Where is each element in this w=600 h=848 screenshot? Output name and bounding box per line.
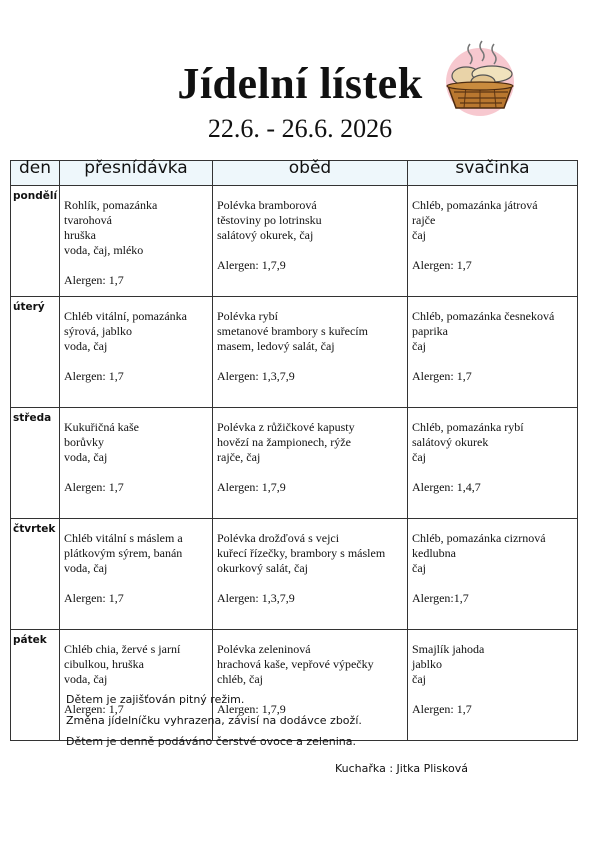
menu-item: Smajlík jahoda [412,642,485,656]
menu-item: rajče, čaj [217,450,261,464]
allergen-info: Alergen: 1,7 [64,480,124,494]
allergen-info: Alergen:1,7 [412,591,469,605]
menu-item: voda, čaj [64,450,108,464]
menu-item: kedlubna [412,546,456,560]
obed-cell [213,297,408,408]
menu-item: voda, čaj, mléko [64,243,144,257]
menu-item: Chléb chia, žervé s jarní [64,642,181,656]
svacinka-cell [408,297,578,408]
menu-item: čaj [412,672,426,686]
menu-item: Chléb vitální s máslem a [64,531,183,545]
menu-item: paprika [412,324,448,338]
menu-item: těstoviny po lotrinsku [217,213,322,227]
day-label: středa [11,408,60,519]
day-label: pátek [11,630,60,741]
svacinka-cell [408,519,578,630]
menu-item: Polévka z růžičkové kapusty [217,420,355,434]
menu-item: čaj [412,561,426,575]
presnidavka-cell [60,519,213,630]
menu-item: Polévka bramborová [217,198,317,212]
day-label: pondělí [11,186,60,297]
menu-item: Chléb vitální, pomazánka [64,309,187,323]
presnidavka-cell [60,297,213,408]
table-row [11,186,578,297]
menu-item: salátový okurek, čaj [217,228,314,242]
menu-item: sýrová, jablko [64,324,132,338]
obed-cell [213,408,408,519]
menu-item: okurkový salát, čaj [217,561,308,575]
menu-item: masem, ledový salát, čaj [217,339,335,353]
menu-item: Chléb, pomazánka rybí [412,420,524,434]
bread-basket-icon [436,36,524,116]
note-drinking: Dětem je zajišťován pitný režim. [66,693,245,706]
menu-item: hruška [64,228,96,242]
menu-item: kuřecí řízečky, brambory s máslem [217,546,386,560]
column-header-obed: oběd [213,161,408,186]
menu-item: hrachová kaše, vepřové výpečky [217,657,374,671]
menu-item: borůvky [64,435,104,449]
menu-item: voda, čaj [64,339,108,353]
menu-item: čaj [412,339,426,353]
column-header-svacinka: svačinka [408,161,578,186]
allergen-info: Alergen: 1,7,9 [217,258,286,272]
allergen-info: Alergen: 1,3,7,9 [217,369,295,383]
menu-item: hovězí na žampionech, rýže [217,435,351,449]
obed-cell [213,519,408,630]
allergen-info: Alergen: 1,7 [412,702,472,716]
allergen-info: Alergen: 1,7 [64,369,124,383]
notes [66,693,362,756]
menu-item: Polévka zeleninová [217,642,311,656]
allergen-info: Alergen: 1,7 [64,273,124,287]
menu-item: cibulkou, hruška [64,657,144,671]
menu-item: chléb, čaj [217,672,263,686]
allergen-info: Alergen: 1,7 [412,369,472,383]
allergen-info: Alergen: 1,7 [64,702,124,716]
menu-item: voda, čaj [64,672,108,686]
menu-item: rajče [412,213,436,227]
presnidavka-cell [60,408,213,519]
allergen-info: Alergen: 1,4,7 [412,480,481,494]
column-header-presnidavka: přesnídávka [60,161,213,186]
cook-signature: Kuchařka : Jitka Plisková [335,762,468,775]
day-label: úterý [11,297,60,408]
obed-cell [213,186,408,297]
menu-item: jablko [412,657,442,671]
svacinka-cell [408,630,578,741]
svacinka-cell [408,186,578,297]
note-fruit-vegetables: Dětem je denně podáváno čerstvé ovoce a zelenina. [66,735,356,748]
allergen-info: Alergen: 1,7,9 [217,480,286,494]
header-row [11,161,578,186]
menu-table [10,160,578,741]
menu-item: salátový okurek [412,435,489,449]
allergen-info: Alergen: 1,7,9 [217,702,286,716]
column-header-den: den [11,161,60,186]
menu-item: Chléb, pomazánka česneková [412,309,555,323]
menu-item: Kukuřičná kaše [64,420,139,434]
table-row [11,297,578,408]
presnidavka-cell [60,186,213,297]
day-label: čtvrtek [11,519,60,630]
date-range: 22.6. - 26.6. 2026 [207,114,393,143]
menu-item: Polévka drožďová s vejci [217,531,340,545]
page-title: Jídelní lístek [177,59,423,108]
table-row [11,408,578,519]
menu-item: Polévka rybí [217,309,278,323]
allergen-info: Alergen: 1,7 [64,591,124,605]
svacinka-cell [408,408,578,519]
menu-item: Chléb, pomazánka cizrnová [412,531,546,545]
note-menu-change: Změna jídelníčku vyhrazena, závisí na dodávce zboží. [66,714,362,727]
menu-item: čaj [412,450,426,464]
allergen-info: Alergen: 1,7 [412,258,472,272]
menu-item: smetanové brambory s kuřecím [217,324,368,338]
menu-item: čaj [412,228,426,242]
menu-item: plátkovým sýrem, banán [64,546,183,560]
table-row [11,519,578,630]
menu-item: Chléb, pomazánka játrová [412,198,538,212]
menu-item: Rohlík, pomazánka tvarohová [64,198,158,227]
allergen-info: Alergen: 1,3,7,9 [217,591,295,605]
menu-item: voda, čaj [64,561,108,575]
